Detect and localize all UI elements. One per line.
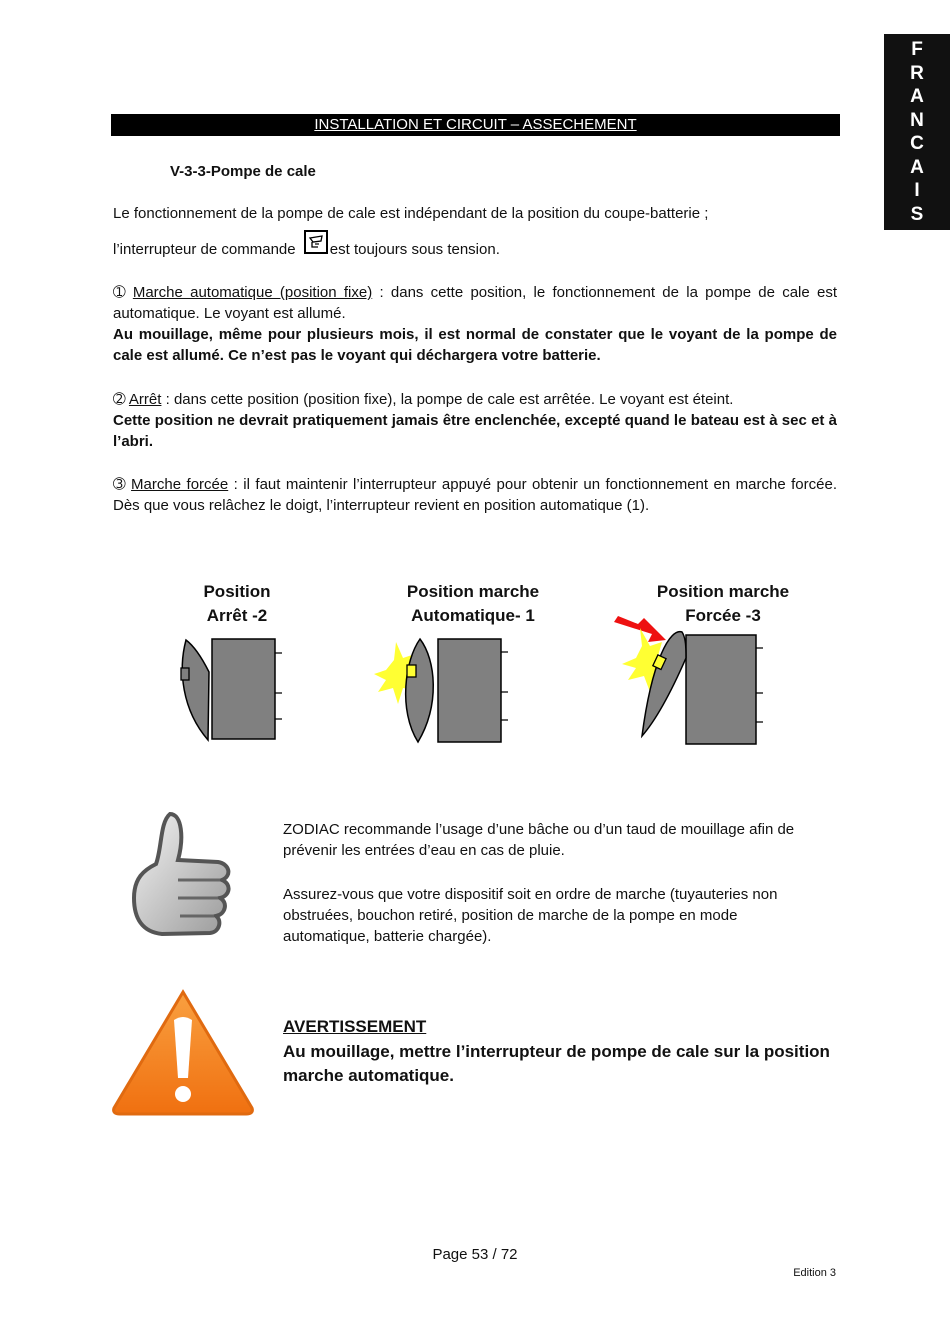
off-label: Arrêt	[128, 391, 162, 408]
off-number: ➁	[113, 391, 126, 408]
section-title: V-3-3-Pompe de cale	[170, 163, 316, 180]
lang-letter: C	[910, 133, 924, 155]
caption-forced-line1: Position marche	[656, 582, 790, 601]
auto-number: ➀	[113, 284, 126, 301]
lang-letter: F	[911, 39, 923, 61]
edition-label: Edition 3	[793, 1267, 836, 1279]
switch-off-diagram	[170, 630, 290, 750]
lang-letter: N	[910, 109, 924, 131]
caption-auto-line1: Position marche	[406, 582, 540, 601]
caption-auto	[393, 580, 553, 628]
chapter-header-text: INSTALLATION ET CIRCUIT – ASSECHEMENT	[314, 116, 637, 133]
intro-line-2	[113, 236, 837, 260]
press-arrow-icon	[614, 616, 666, 642]
caption-off-line1: Position	[203, 582, 271, 601]
lang-letter: I	[914, 180, 920, 202]
auto-text: : dans cette position, le fonctionnement de la pompe de cale est automatique. Le voyant est allumé.	[113, 284, 837, 322]
caption-off-line2: Arrêt -2	[206, 606, 268, 625]
language-tab	[884, 34, 950, 230]
switch-auto-diagram	[370, 630, 520, 750]
lang-letter: A	[910, 156, 924, 178]
warning-title: AVERTISSEMENT	[283, 1017, 427, 1036]
forced-number: ➂	[113, 476, 126, 493]
caption-off	[177, 580, 297, 628]
pump-switch-icon	[304, 230, 328, 254]
forced-text: : il faut maintenir l’interrupteur appuyé pour obtenir un fonctionnement en marche forcée. Dès que vous relâchez le doigt, l’interrupteur revient en position automatique (1).	[113, 476, 837, 514]
lang-letter: S	[910, 203, 924, 225]
auto-bold-note: Au mouillage, même pour plusieurs mois, il est normal de constater que le voyant de la pompe de cale est allumé. Ce n’est pas le voyant qui déchargera votre batterie.	[113, 326, 837, 364]
forced-paragraph	[113, 474, 837, 516]
lang-letter: R	[910, 62, 924, 84]
chapter-header	[111, 114, 840, 136]
thumbs-up-icon	[122, 808, 242, 943]
lang-letter: A	[910, 86, 924, 108]
intro-text-b: est toujours sous tension.	[329, 241, 500, 258]
switch-forced-diagram	[610, 610, 770, 750]
auto-label: Marche automatique (position fixe)	[132, 284, 373, 301]
tip-paragraph-2: Assurez-vous que votre dispositif soit en ordre de marche (tuyauteries non obstruées, bouchon retiré, position de marche de la pompe en mode automatique, batterie chargée).	[283, 886, 778, 945]
off-bold-note: Cette position ne devrait pratiquement jamais être enclenchée, excepté quand le bateau est à sec et à l’abri.	[113, 412, 837, 450]
forced-label: Marche forcée	[131, 476, 229, 493]
warning-text: Au mouillage, mettre l’interrupteur de pompe de cale sur la position marche automatique.	[283, 1042, 830, 1085]
auto-paragraph	[113, 282, 837, 366]
intro-text-a: l’interrupteur de commande	[113, 241, 300, 258]
caption-auto-line2: Automatique- 1	[411, 606, 535, 625]
off-paragraph	[113, 389, 837, 452]
warning-triangle-icon	[110, 988, 256, 1116]
caption-forced-line2: Forcée -3	[685, 606, 761, 625]
page-number: Page 53 / 72	[432, 1246, 518, 1263]
intro-line-1: Le fonctionnement de la pompe de cale est indépendant de la position du coupe-batterie ;	[113, 205, 709, 222]
off-text: : dans cette position (position fixe), la pompe de cale est arrêtée. Le voyant est éteint.	[161, 391, 734, 408]
tip-paragraph-1: ZODIAC recommande l’usage d’une bâche ou d’un taud de mouillage afin de prévenir les entrées d’eau en cas de pluie.	[283, 821, 795, 859]
